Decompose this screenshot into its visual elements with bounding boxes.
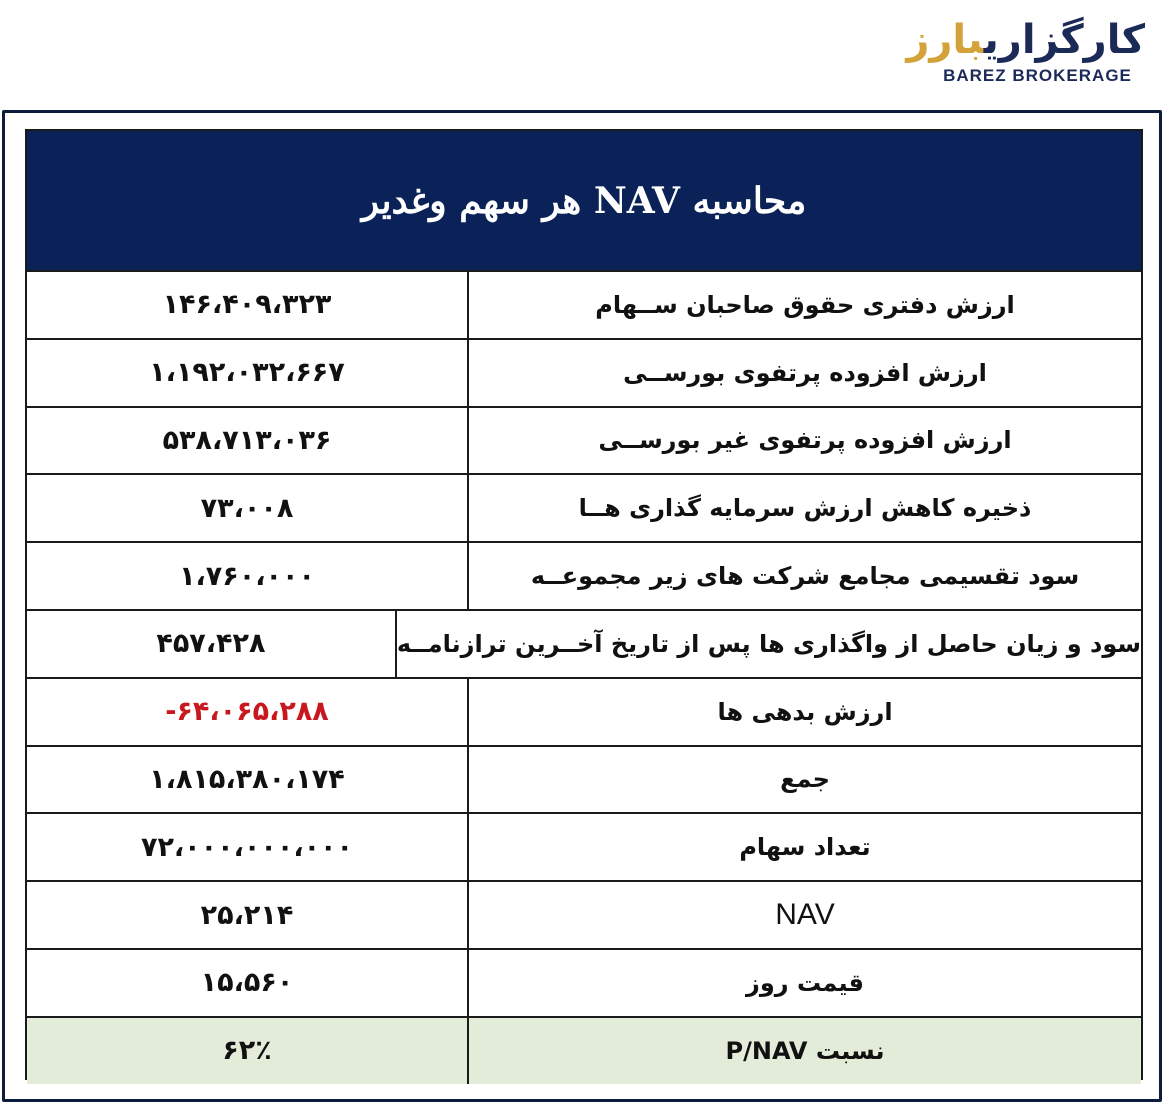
row-label: تعداد سهام xyxy=(739,833,871,862)
row-value: ۱،۱۹۲،۰۳۲،۶۶۷ xyxy=(27,340,469,406)
row-value: ۱،۷۶۰،۰۰۰ xyxy=(27,543,469,609)
row-label: NAV xyxy=(775,898,835,932)
nav-table xyxy=(25,129,1143,1080)
row-value: ۷۲،۰۰۰،۰۰۰،۰۰۰ xyxy=(27,814,469,880)
row-label: ارزش بدهی ها xyxy=(717,697,893,726)
row-value: ۷۳،۰۰۸ xyxy=(27,475,469,541)
logo-persian-text: کارگزاریبارز xyxy=(906,17,1145,63)
row-label: ارزش افزوده پرتفوی بورســی xyxy=(623,358,987,387)
row-value: ۵۳۸،۷۱۳،۰۳۶ xyxy=(27,408,469,474)
table-row xyxy=(27,812,1141,880)
row-label: سود و زیان حاصل از واگذاری ها پس از تاریخ آخــرین ترازنامــه xyxy=(396,629,1141,658)
table-row xyxy=(27,270,1141,338)
row-label: ذخیره کاهش ارزش سرمایه گذاری هــا xyxy=(578,494,1032,523)
row-label: ارزش دفتری حقوق صاحبان ســهام xyxy=(595,290,1015,319)
row-label: نسبت P/NAV xyxy=(725,1036,885,1065)
table-row-nav xyxy=(27,880,1141,948)
row-value: ۱،۸۱۵،۳۸۰،۱۷۴ xyxy=(27,747,469,813)
table-rows xyxy=(27,270,1141,1084)
row-label: سود تقسیمی مجامع شرکت های زیر مجموعــه xyxy=(530,562,1080,591)
table-row xyxy=(27,541,1141,609)
table-row-liabilities xyxy=(27,677,1141,745)
table-row xyxy=(27,338,1141,406)
table-row xyxy=(27,609,1141,677)
table-row xyxy=(27,473,1141,541)
table-row-p-nav xyxy=(27,1016,1141,1084)
row-value: ۲۵،۲۱۴ xyxy=(27,882,469,948)
table-row-total xyxy=(27,745,1141,813)
logo-english-text: BAREZ BROKERAGE xyxy=(943,66,1132,85)
row-value: ۱۵،۵۶۰ xyxy=(27,950,469,1016)
row-label: قیمت روز xyxy=(746,968,864,997)
row-value: ۴۵۷،۴۲۸ xyxy=(27,611,397,677)
barez-logo xyxy=(906,14,1145,94)
row-value: ۶۲٪ xyxy=(27,1018,469,1084)
table-title: محاسبه NAV هر سهم وغدیر xyxy=(27,131,1141,270)
table-frame xyxy=(2,110,1162,1102)
table-row xyxy=(27,948,1141,1016)
row-label: جمع xyxy=(780,765,830,794)
row-label: ارزش افزوده پرتفوی غیر بورســی xyxy=(598,426,1012,455)
table-row xyxy=(27,406,1141,474)
row-value: ۱۴۶،۴۰۹،۳۲۳ xyxy=(27,272,469,338)
row-value-negative: -۶۴،۰۶۵،۲۸۸ xyxy=(27,679,469,745)
